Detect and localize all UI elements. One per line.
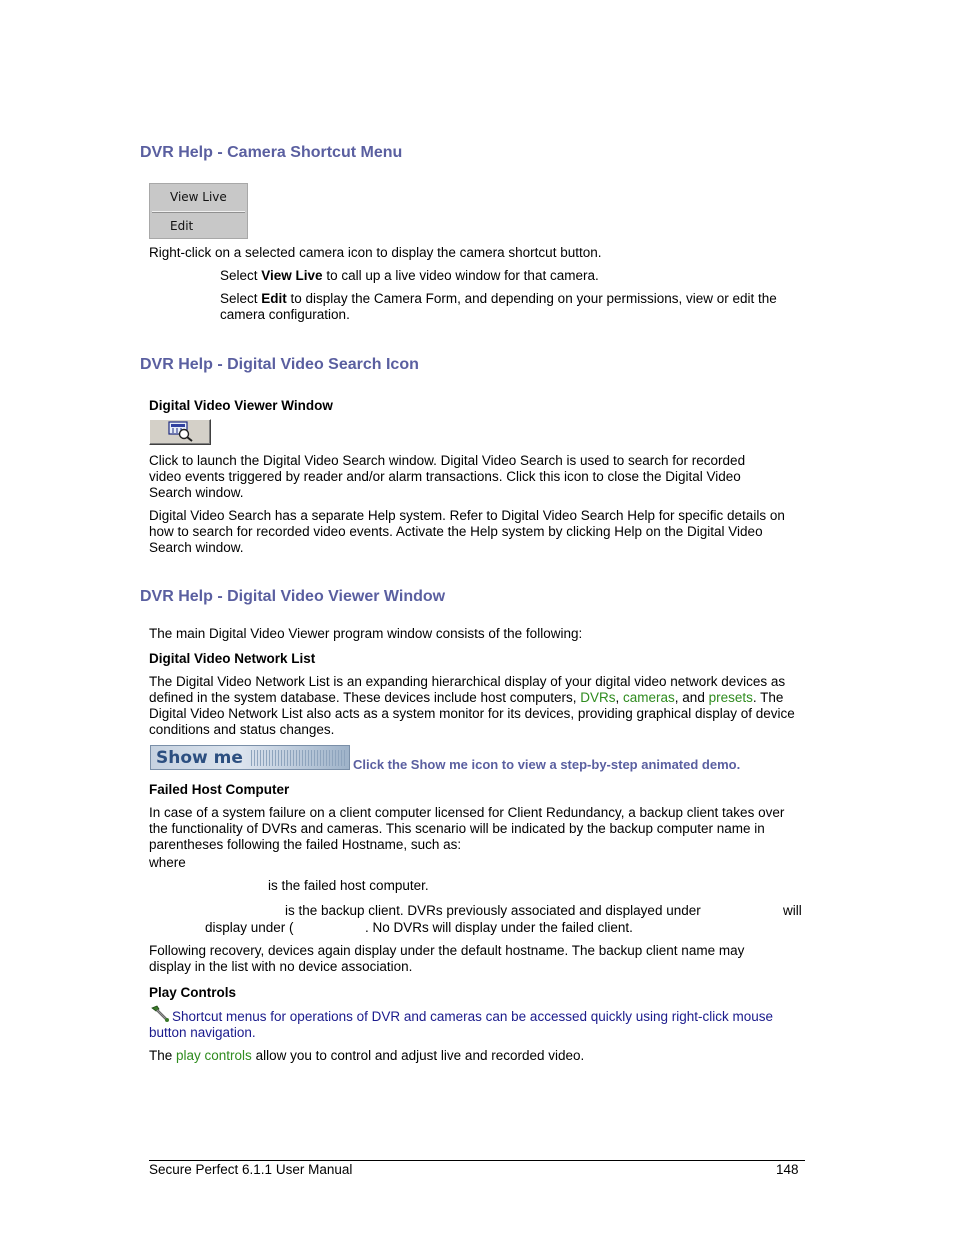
no-dvrs-line: . No DVRs will display under the failed client.	[365, 920, 633, 935]
play-controls-description: The play controls allow you to control and adjust live and recorded video.	[149, 1048, 585, 1063]
subheading-play-controls: Play Controls	[149, 985, 237, 1000]
failed-host-description: In case of a system failure on a client computer licensed for Client Redundancy, a backup client takes over the functionality of DVRs and cameras. This scenario will be indicated by the backup computer name in parentheses following the failed Hostname, such as:	[149, 805, 785, 852]
footer-manual-title: Secure Perfect 6.1.1 User Manual	[149, 1162, 353, 1177]
display-under-line: display under (	[205, 920, 294, 935]
backup-client-line: is the backup client. DVRs previously associated and displayed under	[285, 903, 701, 918]
backup-client-line-end: will	[783, 903, 802, 918]
presets-link[interactable]: presets	[708, 690, 753, 705]
cameras-link[interactable]: cameras	[623, 690, 675, 705]
search-help-description: Digital Video Search has a separate Help system. Refer to Digital Video Search Help for specific details on how to search for recorded video events. Activate the Help system by clicking Help on the Digital Video Search window.	[149, 508, 785, 555]
digital-video-search-button[interactable]	[149, 419, 211, 445]
section-title-camera-shortcut-menu: DVR Help - Camera Shortcut Menu	[140, 144, 403, 161]
dvrs-link[interactable]: DVRs	[580, 690, 616, 705]
menu-item-view-live: View Live	[170, 190, 227, 204]
footer-rule	[149, 1160, 805, 1161]
shortcut-menus-tip: Shortcut menus for operations of DVR and cameras can be accessed quickly using right-click mouse button navigation.	[149, 1009, 774, 1040]
camera-menu-intro: Right-click on a selected camera icon to display the camera shortcut button.	[149, 245, 602, 260]
section-title-digital-video-viewer-window: DVR Help - Digital Video Viewer Window	[140, 588, 446, 605]
camera-menu-bullet-edit: Select Edit to display the Camera Form, and depending on your permissions, view or edit the camera configuration.	[220, 291, 777, 322]
subheading-failed-host-computer: Failed Host Computer	[149, 782, 290, 797]
show-me-caption: Click the Show me icon to view a step-by-step animated demo.	[353, 757, 741, 772]
camera-menu-bullet-view-live: Select View Live to call up a live video window for that camera.	[220, 268, 599, 283]
failed-host-line: is the failed host computer.	[268, 878, 429, 893]
video-search-icon	[150, 420, 210, 444]
show-me-button[interactable]	[150, 745, 350, 770]
section-title-digital-video-search-icon: DVR Help - Digital Video Search Icon	[140, 356, 419, 373]
subheading-digital-video-viewer-window: Digital Video Viewer Window	[149, 398, 333, 413]
play-controls-link[interactable]: play controls	[176, 1048, 252, 1063]
show-me-decoration	[251, 750, 347, 766]
show-me-label: Show me	[156, 748, 243, 768]
where-label: where	[149, 855, 186, 870]
menu-item-edit: Edit	[170, 219, 194, 233]
viewer-window-intro: The main Digital Video Viewer program window consists of the following:	[149, 626, 583, 641]
camera-shortcut-menu-image	[149, 183, 248, 239]
network-list-description: The Digital Video Network List is an expanding hierarchical display of your digital video network devices as defined in the system database. These devices include host computers, DVRs, cameras, and presets. The Digital Video Network List also acts as a system monitor for its devices, providing graphical display of device conditions and status changes.	[149, 674, 795, 737]
search-icon-description: Click to launch the Digital Video Search window. Digital Video Search is used to search for recorded video events triggered by reader and/or alarm transactions. Click this icon to close the Digital Video Search window.	[149, 453, 746, 500]
recovery-description: Following recovery, devices again display under the default hostname. The backup client name may display in the list with no device association.	[149, 943, 745, 974]
subheading-digital-video-network-list: Digital Video Network List	[149, 651, 316, 666]
footer-page-number: 148	[776, 1162, 799, 1177]
